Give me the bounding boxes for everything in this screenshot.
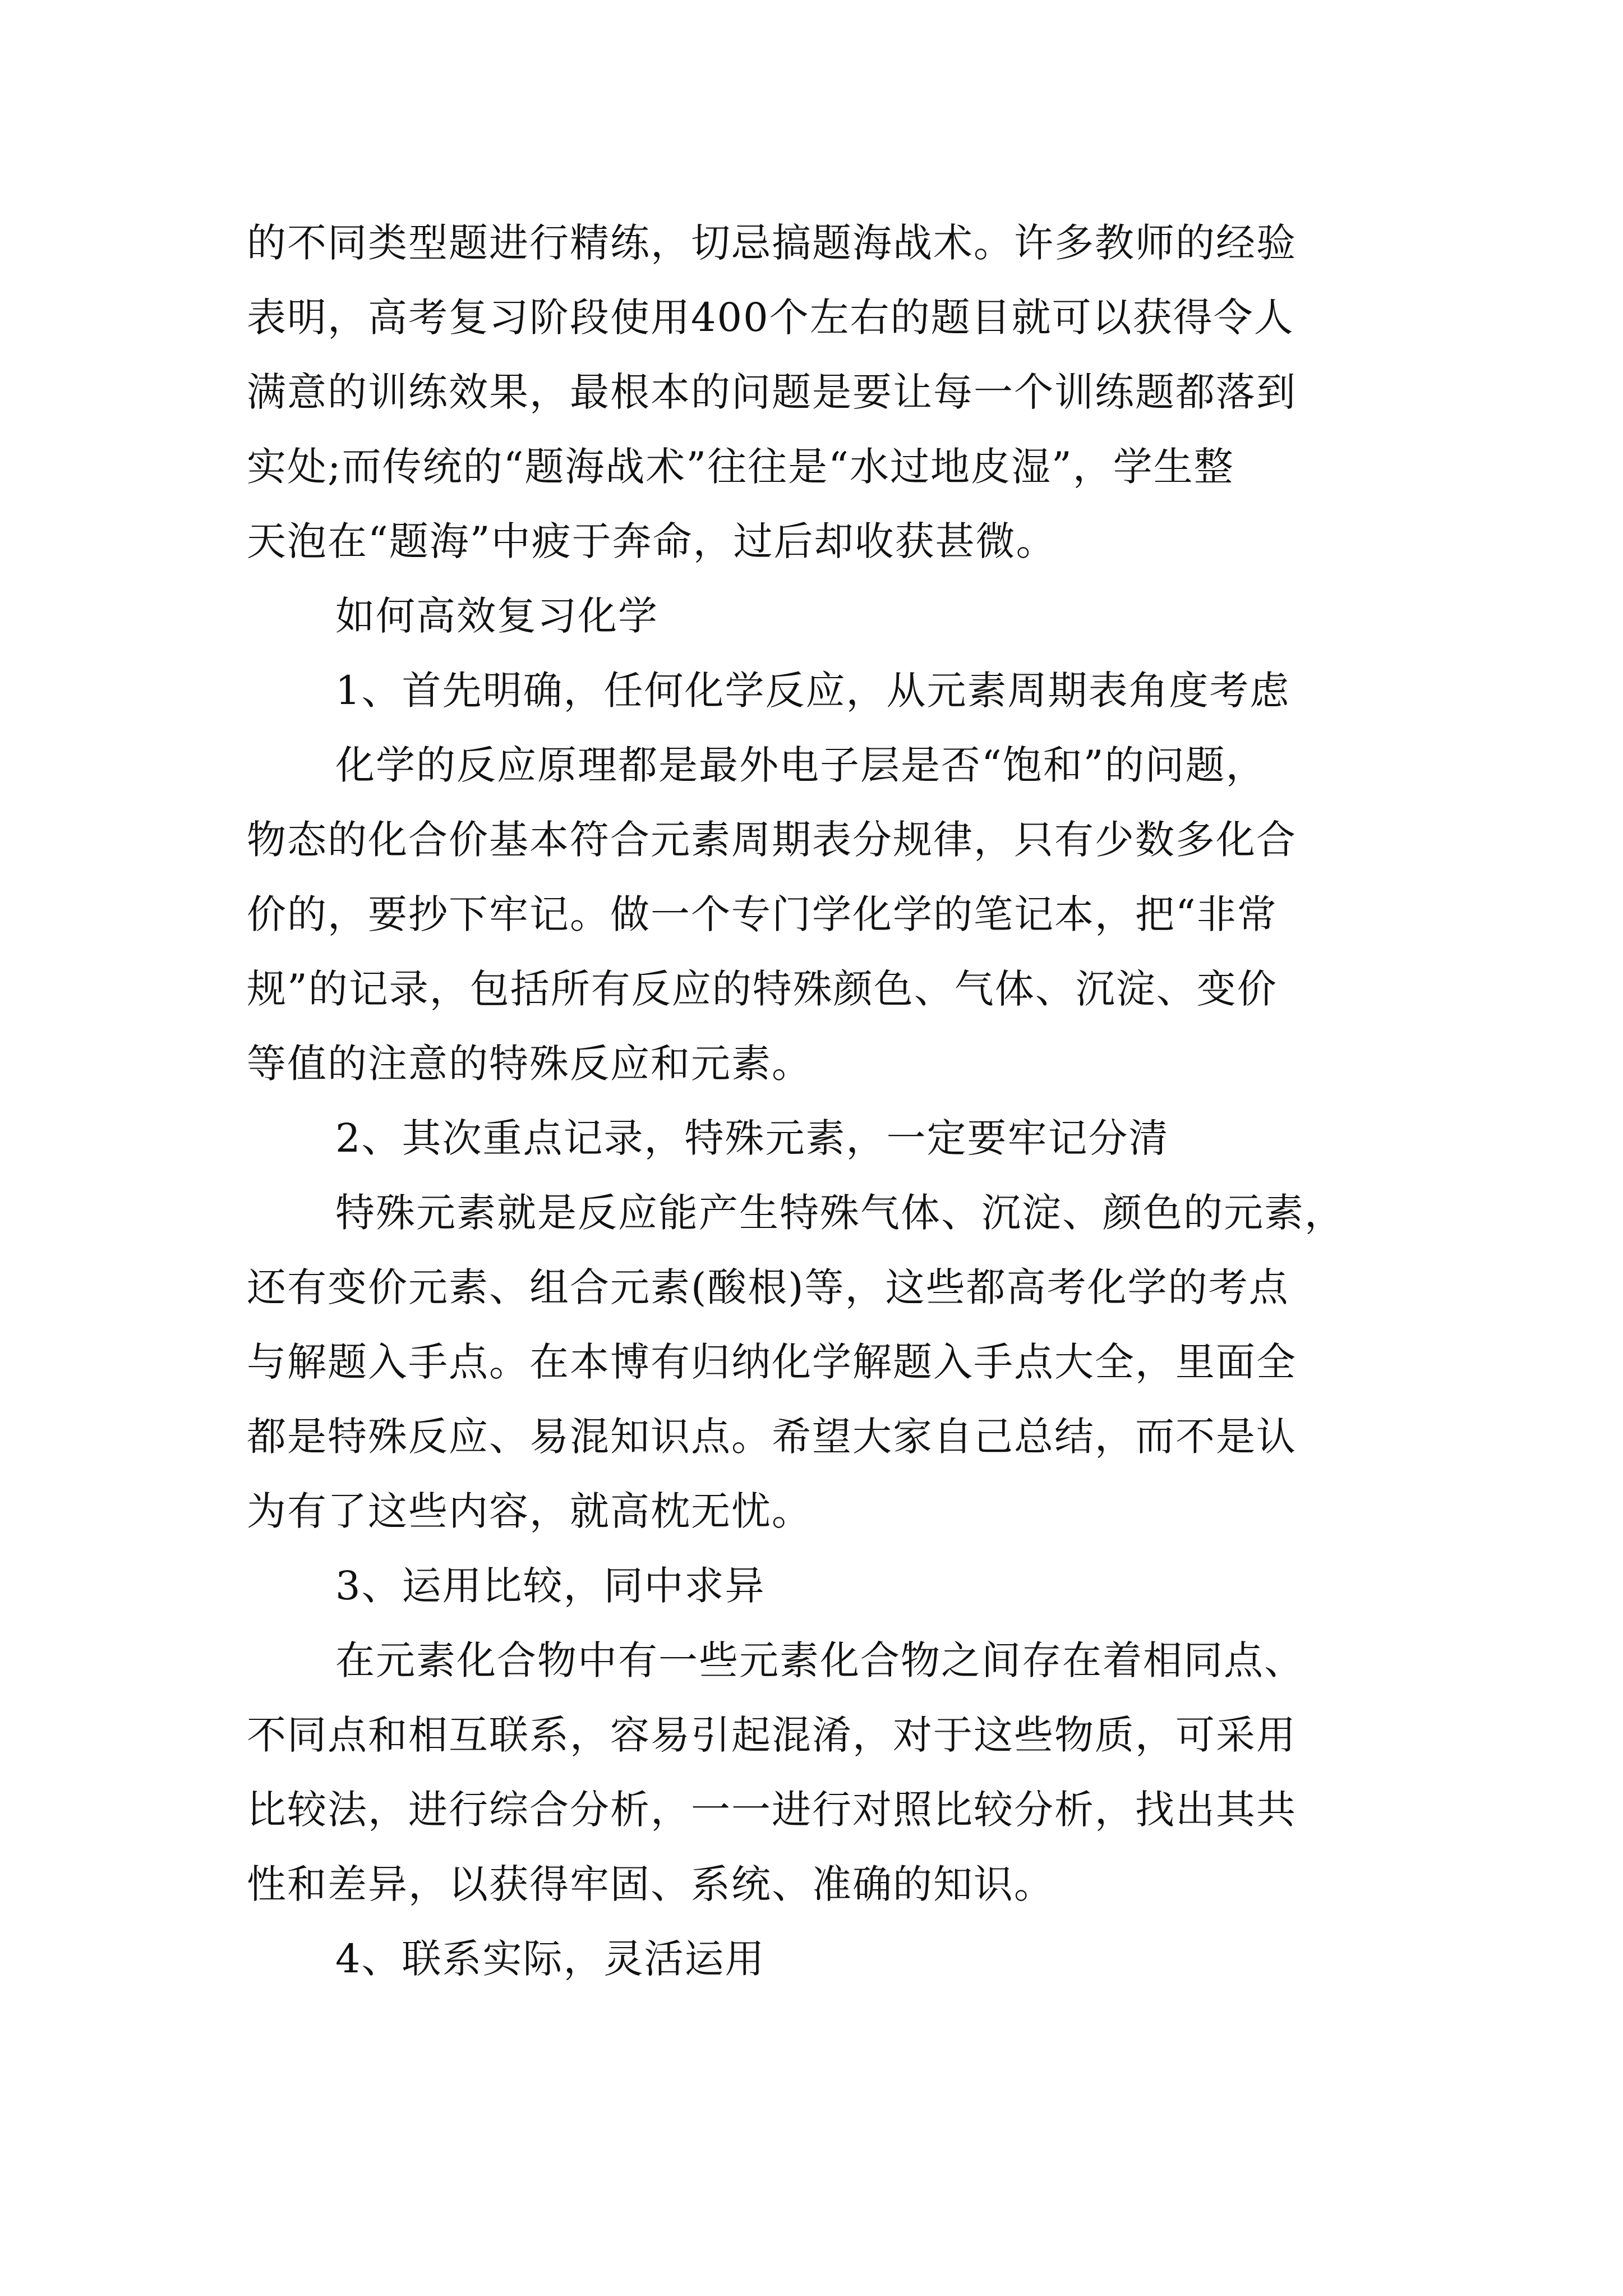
paragraph-line: 比较法，进行综合分析，一一进行对照比较分析，找出其共 [247,1787,1297,1833]
numbered-heading: 2、其次重点记录，特殊元素，一定要牢记分清 [335,1115,1169,1161]
paragraph-line: 性和差异，以获得牢固、系统、准确的知识。 [247,1861,1054,1907]
paragraph-line: 等值的注意的特殊反应和元素。 [247,1041,812,1087]
paragraph-line: 都是特殊反应、易混知识点。希望大家自己总结，而不是认 [247,1414,1297,1460]
section-heading: 如何高效复习化学 [335,593,658,639]
paragraph-line: 与解题入手点。在本博有归纳化学解题入手点大全，里面全 [247,1339,1297,1385]
paragraph-line: 的不同类型题进行精练，切忌搞题海战术。许多教师的经验 [247,220,1297,266]
paragraph-line: 还有变价元素、组合元素(酸根)等，这些都高考化学的考点 [247,1264,1289,1310]
paragraph-line: 价的，要抄下牢记。做一个专门学化学的笔记本，把“非常 [247,891,1278,937]
numbered-heading: 3、运用比较，同中求异 [335,1563,766,1609]
paragraph-line: 满意的训练效果，最根本的问题是要让每一个训练题都落到 [247,369,1297,415]
paragraph-line: 实处;而传统的“题海战术”往往是“水过地皮湿”，学生整 [247,444,1234,490]
paragraph-line: 规”的记录，包括所有反应的特殊颜色、气体、沉淀、变价 [247,966,1278,1012]
paragraph-line: 化学的反应原理都是最外电子层是否“饱和”的问题， [335,742,1266,788]
paragraph-line: 天泡在“题海”中疲于奔命，过后却收获甚微。 [247,518,1057,564]
paragraph-line: 表明，高考复习阶段使用400个左右的题目就可以获得令人 [247,295,1294,341]
paragraph-line: 在元素化合物中有一些元素化合物之间存在着相同点、 [335,1637,1304,1683]
paragraph-line: 不同点和相互联系，容易引起混淆，对于这些物质，可采用 [247,1712,1297,1758]
numbered-heading: 1、首先明确，任何化学反应，从元素周期表角度考虑 [335,668,1290,714]
numbered-heading: 4、联系实际，灵活运用 [335,1936,766,1982]
paragraph-line: 物态的化合价基本符合元素周期表分规律，只有少数多化合 [247,817,1297,863]
paragraph-line: 为有了这些内容，就高枕无忧。 [247,1488,812,1534]
paragraph-line: 特殊元素就是反应能产生特殊气体、沉淀、颜色的元素， [335,1190,1345,1236]
